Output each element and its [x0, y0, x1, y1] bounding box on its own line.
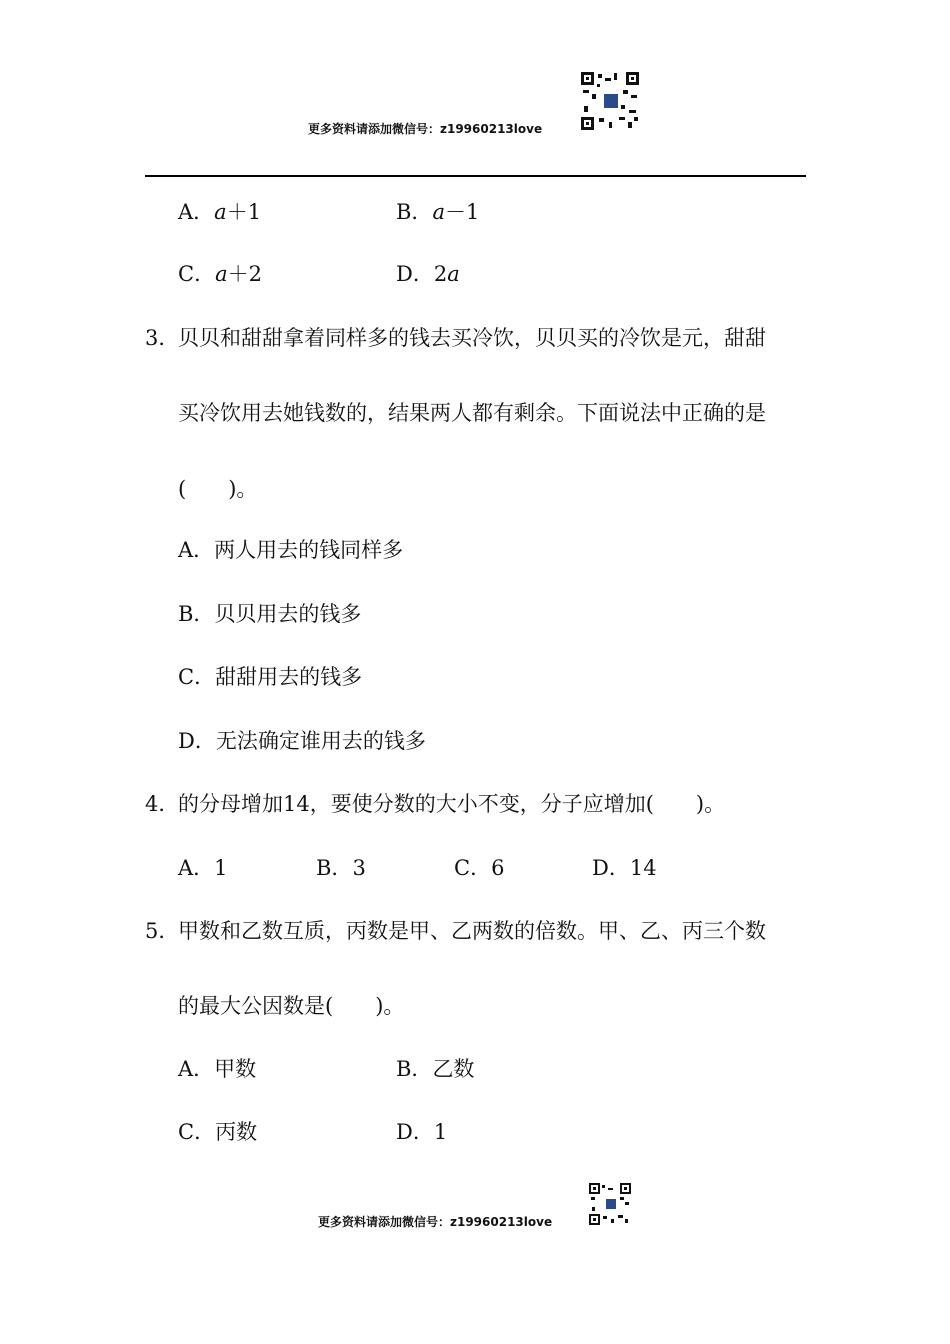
q3-number: 3．: [145, 326, 180, 350]
q3-stem-line-1: 贝贝和甜甜拿着同样多的钱去买冷饮，贝贝买的冷饮是元，甜甜: [178, 326, 766, 350]
footer-qr-code-icon: [589, 1183, 631, 1225]
q2-option-b: B．a－1: [396, 200, 480, 224]
q5-option-c: C．丙数: [178, 1120, 258, 1144]
q4-option-c: C．6: [454, 856, 505, 880]
q4-option-a: A．1: [178, 856, 228, 880]
q3-stem-line-3: ( )。: [178, 477, 258, 501]
q4-option-b: B．3: [316, 856, 366, 880]
q3-option-a: A．两人用去的钱同样多: [178, 538, 404, 562]
q3-option-c: C．甜甜用去的钱多: [178, 665, 363, 689]
q5-stem-line-1: 甲数和乙数互质，丙数是甲、乙两数的倍数。甲、乙、丙三个数: [178, 919, 766, 943]
q4-number: 4．: [145, 792, 180, 816]
q5-number: 5．: [145, 919, 180, 943]
q5-option-b: B．乙数: [396, 1057, 475, 1081]
header-promo-text: 更多资料请添加微信号：z19960213love: [308, 122, 543, 136]
q3-option-b: B．贝贝用去的钱多: [178, 602, 362, 626]
q4-option-d: D．14: [592, 856, 657, 880]
q2-option-d: D．2a: [396, 262, 460, 286]
q5-option-a: A．甲数: [178, 1057, 257, 1081]
q5-stem-line-2: 的最大公因数是( )。: [178, 994, 405, 1018]
header-divider: [145, 175, 806, 177]
q4-stem: 的分母增加14，要使分数的大小不变，分子应增加( )。: [178, 792, 726, 816]
q3-option-d: D．无法确定谁用去的钱多: [178, 729, 426, 753]
header-qr-code-icon: [581, 72, 639, 130]
q2-option-c: C．a＋2: [178, 262, 262, 286]
q2-option-a: A．a＋1: [178, 200, 262, 224]
q5-option-d: D．1: [396, 1120, 448, 1144]
footer-promo-text: 更多资料请添加微信号：z19960213love: [318, 1215, 553, 1229]
q3-stem-line-2: 买冷饮用去她钱数的，结果两人都有剩余。下面说法中正确的是: [178, 401, 766, 425]
